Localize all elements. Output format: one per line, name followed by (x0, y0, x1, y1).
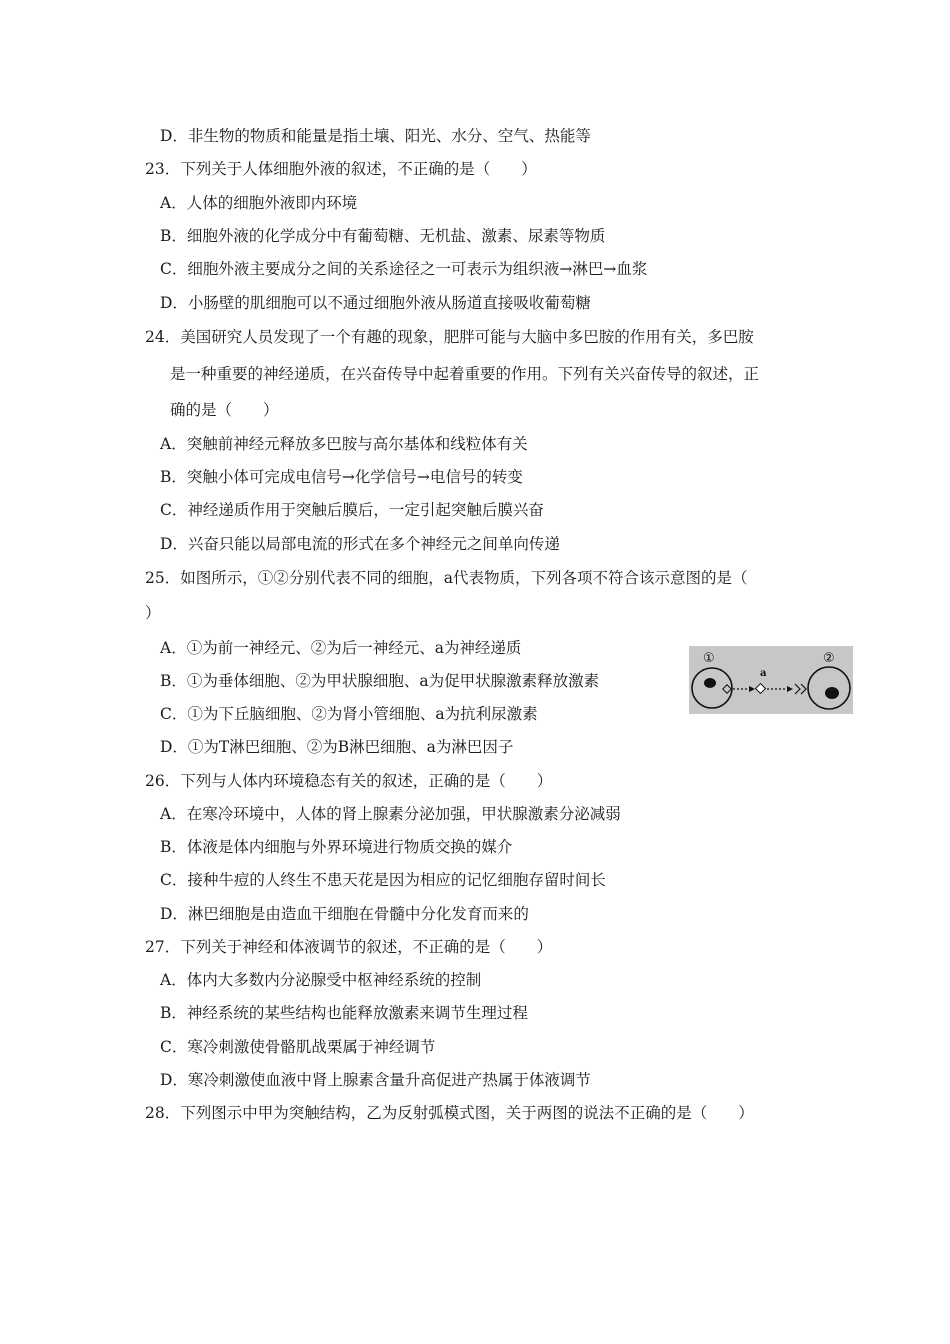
q27-stem: 27．下列关于神经和体液调节的叙述，不正确的是（ ） (145, 938, 553, 956)
q23-option-d: D．小肠壁的肌细胞可以不通过细胞外液从肠道直接吸收葡萄糖 (160, 294, 591, 312)
q24-option-b: B．突触小体可完成电信号→化学信号→电信号的转变 (160, 468, 523, 486)
cell-2-nucleus (825, 687, 839, 699)
q25-option-a: A．①为前一神经元、②为后一神经元、a为神经递质 (160, 639, 522, 657)
arrow-2-head (787, 686, 793, 692)
q24-option-d: D．兴奋只能以局部电流的形式在多个神经元之间单向传递 (160, 535, 560, 553)
q24-stem-line1: 24．美国研究人员发现了一个有趣的现象，肥胖可能与大脑中多巴胺的作用有关，多巴胺 (145, 328, 754, 346)
q24-option-a: A．突触前神经元释放多巴胺与高尔基体和线粒体有关 (160, 435, 528, 453)
q25-option-d: D．①为T淋巴细胞、②为B淋巴细胞、a为淋巴因子 (160, 738, 514, 756)
q24-option-c: C．神经递质作用于突触后膜后，一定引起突触后膜兴奋 (160, 501, 544, 519)
q26-stem: 26．下列与人体内环境稳态有关的叙述，正确的是（ ） (145, 772, 553, 790)
q23-option-c: C．细胞外液主要成分之间的关系途径之一可表示为组织液→淋巴→血浆 (160, 260, 648, 278)
q24-stem-line2: 是一种重要的神经递质，在兴奋传导中起着重要的作用。下列有关兴奋传导的叙述，正 (170, 365, 760, 383)
q25-option-b: B．①为垂体细胞、②为甲状腺细胞、a为促甲状腺激素释放激素 (160, 672, 600, 690)
substance-diamond-2 (756, 684, 766, 694)
q23-stem: 23．下列关于人体细胞外液的叙述，不正确的是（ ） (145, 160, 537, 178)
q24-stem-line3: 确的是（ ） (170, 401, 279, 419)
q25-cell-signaling-diagram (689, 646, 853, 714)
q22-option-d: D．非生物的物质和能量是指土壤、阳光、水分、空气、热能等 (160, 127, 591, 145)
q27-option-a: A．体内大多数内分泌腺受中枢神经系统的控制 (160, 971, 482, 989)
substance-diamond-1 (723, 685, 731, 693)
q28-stem: 28．下列图示中甲为突触结构，乙为反射弧模式图，关于两图的说法不正确的是（ ） (145, 1104, 754, 1122)
q27-option-b: B．神经系统的某些结构也能释放激素来调节生理过程 (160, 1004, 528, 1022)
cell-1-label: ① (703, 651, 715, 666)
q26-option-b: B．体液是体内细胞与外界环境进行物质交换的媒介 (160, 838, 513, 856)
q25-stem-line2: ） (145, 604, 161, 622)
cell-1-nucleus (704, 678, 716, 688)
q25-stem-line1: 25．如图所示，①②分别代表不同的细胞，a代表物质，下列各项不符合该示意图的是（ (145, 569, 748, 587)
arrow-1-head (749, 686, 755, 692)
q23-option-a: A．人体的细胞外液即内环境 (160, 194, 358, 212)
q26-option-c: C．接种牛痘的人终生不患天花是因为相应的记忆细胞存留时间长 (160, 871, 606, 889)
q23-option-b: B．细胞外液的化学成分中有葡萄糖、无机盐、激素、尿素等物质 (160, 227, 606, 245)
q25-option-c: C．①为下丘脑细胞、②为肾小管细胞、a为抗利尿激素 (160, 705, 538, 723)
cell-2-label: ② (823, 651, 835, 666)
q27-option-d: D．寒冷刺激使血液中肾上腺素含量升高促进产热属于体液调节 (160, 1071, 591, 1089)
cell-1-outline (692, 668, 732, 708)
receptor (795, 684, 806, 694)
q26-option-d: D．淋巴细胞是由造血干细胞在骨髓中分化发育而来的 (160, 905, 529, 923)
substance-label: a (760, 668, 767, 679)
q27-option-c: C．寒冷刺激使骨骼肌战栗属于神经调节 (160, 1038, 436, 1056)
q26-option-a: A．在寒冷环境中，人体的肾上腺素分泌加强，甲状腺激素分泌减弱 (160, 805, 621, 823)
